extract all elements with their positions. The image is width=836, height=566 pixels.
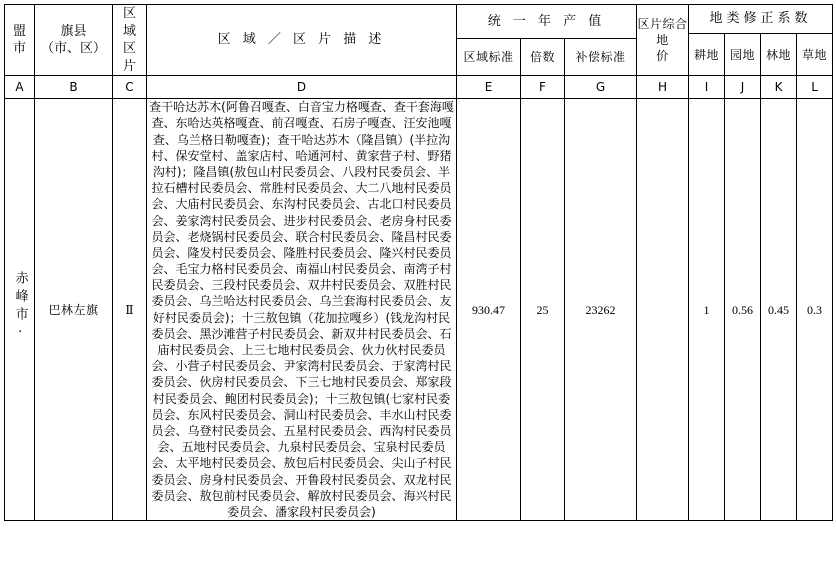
cell-grass-coefficient: [797, 99, 833, 521]
header-col-h-line2: 地: [656, 33, 669, 47]
header-col-f: [521, 39, 565, 76]
garden-coefficient-value: 0.56: [732, 302, 754, 317]
header-col-j: [725, 34, 761, 76]
header-col-a-line2: 市: [12, 41, 26, 57]
header-col-c: [113, 5, 147, 76]
header-col-g: [565, 39, 637, 76]
header-col-i-label: 耕地: [694, 47, 720, 62]
compensation-standards-table: [4, 4, 833, 521]
column-letter-i: I: [689, 76, 725, 99]
column-letter-f: F: [521, 76, 565, 99]
compensation-standards-table-page: [0, 4, 836, 566]
header-row-top: [5, 5, 833, 34]
header-col-e: [457, 39, 521, 76]
compensation-value: 23262: [585, 302, 616, 317]
header-col-c-line3: 区: [122, 41, 136, 57]
header-col-a-line1: 盟: [12, 23, 26, 39]
grass-coefficient-value: 0.3: [807, 302, 823, 317]
header-col-b: [35, 5, 113, 76]
header-col-a: [5, 5, 35, 76]
cell-garden-coefficient: [725, 99, 761, 521]
farmland-coefficient-value: 1: [703, 302, 710, 317]
cell-zone: [113, 99, 147, 521]
table-row: [5, 99, 833, 521]
description-text: 查干哈达苏木(阿鲁召嘎查、白音宝力格嘎查、查干套海嘎查、东哈达英格嘎查、前召嘎查、石房子嘎查、汪安池嘎查、乌兰格日勒嘎查)；查干哈达苏木（隆昌镇）(半拉沟村、保安堂村、盖家店村、哈通河村、黄家营子村、野猪沟村)；隆昌镇(敖包山村民委员会、八段村民委员会、半拉石槽村民委员会、常胜村民委员会、大二八地村民委员会、大庙村民委员会、东沟村民委员会、古北口村民委员会、姜家湾村民委员会、进步村民委员会、老房身村民委员会、老烧锅村民委员会、联合村民委员会、隆昌村民委员会、隆发村民委员会、隆胜村民委员会、隆兴村民委员会、毛宝力格村民委员会、南福山村民委员会、南湾子村民委员会、三段村民委员会、双井村民委员会、双胜村民委员会、乌兰哈达村民委员会、乌兰套海村民委员会、友好村民委员会)；十三敖包镇（花加拉嘎乡）(钱龙沟村民委员会、黑沙滩营子村民委员会、新双井村民委员会、石庙村民委员会、上三七地村民委员会、伙力伙村民委员会、小营子村民委员会、尹家湾村民委员会、于家湾村民委员会、伙房村民委员会、下三七地村民委员会、郑家段村民委员会、鲍团村民委员会)；十三敖包镇(七家村民委员会、东风村民委员会、洞山村民委员会、丰水山村民委员会、乌登村民委员会、五星村民委员会、西沟村民委员会、五地村民委员会、九泉村民委员会、宝泉村民委员会、太平地村民委员会、敖包后村民委员会、尖山子村民委员会、房身村民委员会、开鲁段村民委员会、双龙村民委员会、敖包前村民委员会、解放村民委员会、海兴村民委员会、潘家段村民委员会): [149, 100, 454, 519]
city-label: 赤峰市·: [12, 270, 28, 345]
column-letter-g: G: [565, 76, 637, 99]
column-letter-a: A: [5, 76, 35, 99]
header-col-b-line2: （市、区）: [40, 41, 106, 57]
cell-multiple: [521, 99, 565, 521]
cell-county: [35, 99, 113, 521]
cell-forest-coefficient: [761, 99, 797, 521]
county-label: 巴林左旗: [48, 302, 99, 317]
header-col-f-label: 倍数: [529, 50, 555, 65]
cell-description: [147, 99, 457, 521]
header-col-c-line1: 区: [122, 6, 136, 21]
header-col-j-label: 园地: [730, 47, 756, 62]
header-col-l: [797, 34, 833, 76]
header-col-b-line1: 旗县: [60, 23, 87, 39]
column-letter-h: H: [637, 76, 689, 99]
header-col-c-line4: 片: [122, 58, 136, 74]
cell-farmland-coefficient: [689, 99, 725, 521]
column-letter-d: D: [147, 76, 457, 99]
header-col-d-label: 区 域 ／ 区 片 描 述: [217, 32, 386, 48]
header-landtype-coefficients-group: [689, 5, 833, 34]
header-annual-yield-label: 统 一 年 产 值: [487, 13, 606, 29]
column-letter-l: L: [797, 76, 833, 99]
header-col-h-line3: 价: [656, 49, 669, 64]
header-landtype-coefficients-label: 地类修正系数: [709, 11, 812, 27]
header-col-h: [637, 5, 689, 76]
multiple-value: 25: [536, 302, 549, 317]
column-letter-j: J: [725, 76, 761, 99]
header-col-d: [147, 5, 457, 76]
header-col-l-label: 草地: [802, 47, 828, 62]
column-letter-b: B: [35, 76, 113, 99]
cell-city: [5, 99, 35, 521]
cell-comprehensive-price: [637, 99, 689, 521]
cell-area-standard: [457, 99, 521, 521]
header-annual-yield-group: [457, 5, 637, 39]
header-col-i: [689, 34, 725, 76]
area-standard-value: 930.47: [472, 302, 505, 317]
header-col-k: [761, 34, 797, 76]
column-letter-k: K: [761, 76, 797, 99]
column-letter-c: C: [113, 76, 147, 99]
cell-compensation: [565, 99, 637, 521]
zone-label: Ⅱ: [125, 302, 134, 317]
header-col-k-label: 林地: [766, 47, 792, 62]
forest-coefficient-value: 0.45: [768, 302, 790, 317]
header-col-c-line2: 域: [122, 23, 136, 39]
header-col-e-label: 区域标准: [463, 50, 514, 65]
header-col-h-line1: 区片综合: [637, 16, 688, 31]
column-letter-row: [5, 76, 833, 99]
column-letter-e: E: [457, 76, 521, 99]
header-col-g-label: 补偿标准: [575, 50, 626, 65]
